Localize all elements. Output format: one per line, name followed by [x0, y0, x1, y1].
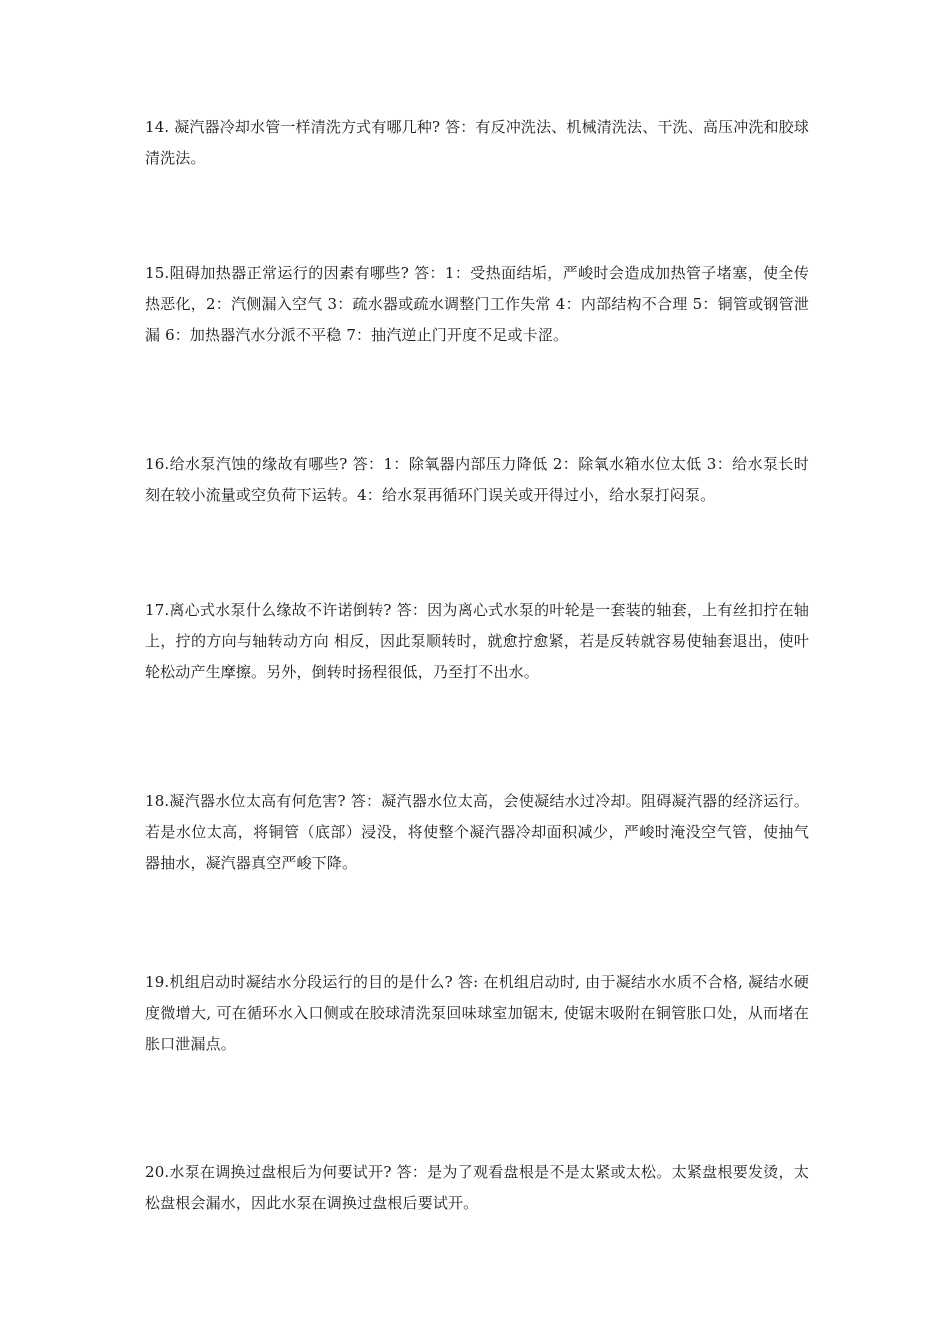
question-16: 16.给水泵汽蚀的缘故有哪些? 答：1：除氧器内部压力降低 2：除氧水箱水位太低 3：给水泵长时刻在较小流量或空负荷下运转。4：给水泵再循环门误关或开得过小，给水泵打闷泵。: [145, 455, 809, 504]
question-18: 18.凝汽器水位太高有何危害? 答：凝汽器水位太高，会使凝结水过冷却。阻碍凝汽器的经济运行。若是水位太高，将铜管（底部）浸没，将使整个凝汽器冷却面积减少，严峻时淹没空气管，使抽气器抽水，凝汽器真空严峻下降。: [145, 792, 809, 872]
question-20: 20.水泵在调换过盘根后为何要试开? 答：是为了观看盘根是不是太紧或太松。太紧盘根要发烫，太松盘根会漏水，因此水泵在调换过盘根后要试开。: [145, 1163, 809, 1212]
question-19: 19.机组启动时凝结水分段运行的目的是什么? 答: 在机组启动时, 由于凝结水水质不合格, 凝结水硬度微增大, 可在循环水入口侧或在胶球清洗泵回味球室加锯末, 使锯末吸附在铜管胀口处，从而堵在胀口泄漏点。: [145, 973, 809, 1053]
question-17: 17.离心式水泵什么缘故不许诺倒转? 答：因为离心式水泵的叶轮是一套装的轴套，上有丝扣拧在轴上，拧的方向与轴转动方向 相反，因此泵顺转时，就愈拧愈紧，若是反转就容易使轴套退出，使叶轮松动产生摩擦。另外，倒转时扬程很低，乃至打不出水。: [145, 601, 809, 681]
question-14: 14. 凝汽器冷却水管一样清洗方式有哪几种? 答：有反冲洗法、机械清洗法、干洗、高压冲洗和胶球清洗法。: [145, 118, 809, 167]
question-15: 15.阻碍加热器正常运行的因素有哪些? 答：1：受热面结垢，严峻时会造成加热管子堵塞，使全传热恶化，2：汽侧漏入空气 3：疏水器或疏水调整门工作失常 4：内部结构不合理 5：铜管或钢管泄漏 6：加热器汽水分派不平稳 7：抽汽逆止门开度不足或卡涩。: [145, 264, 809, 344]
